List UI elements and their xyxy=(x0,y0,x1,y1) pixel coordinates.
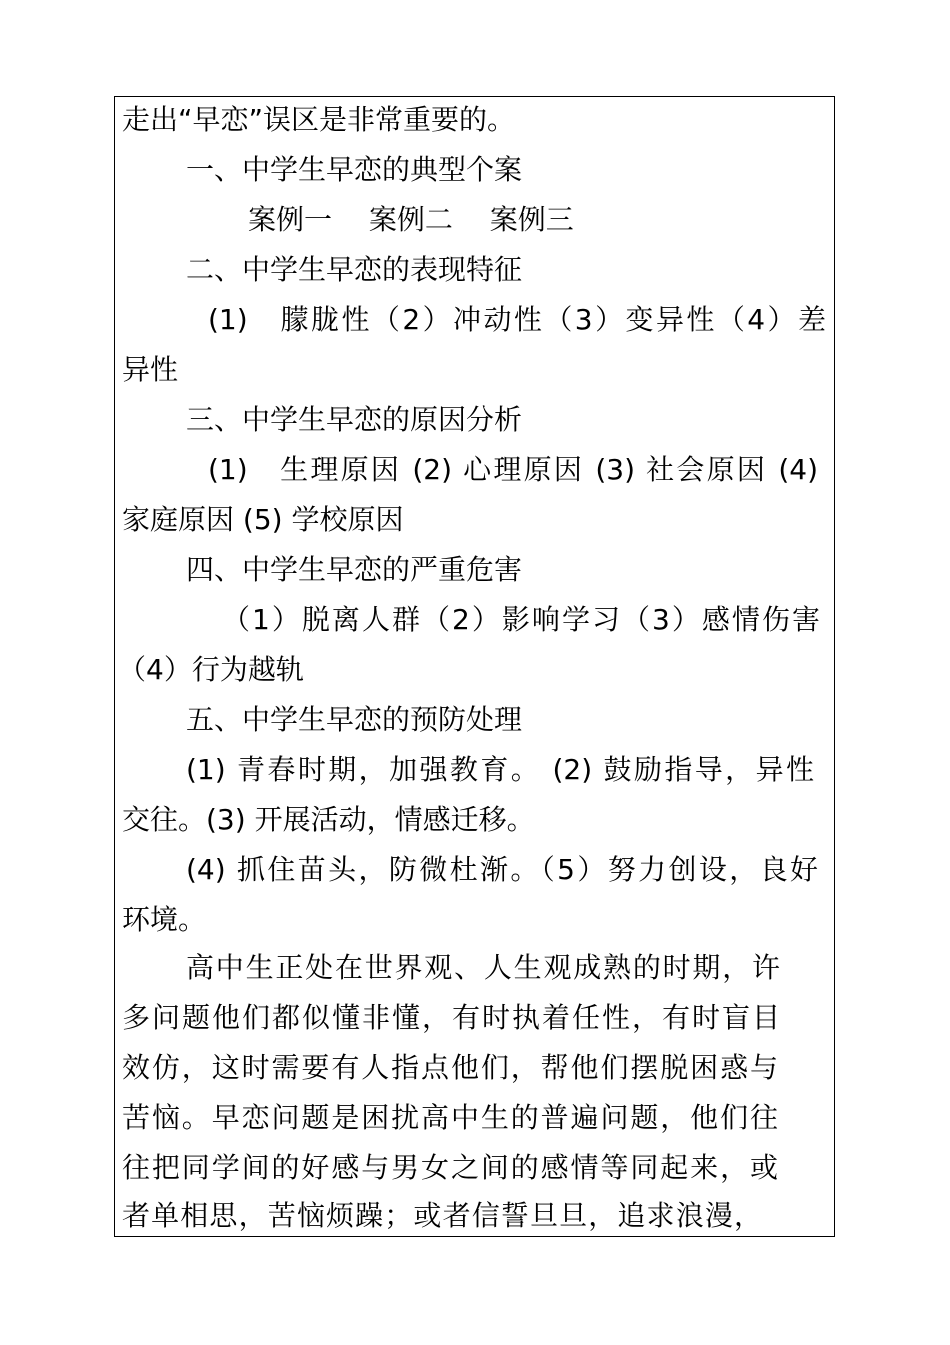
paragraph-line-4: 苦恼。早恋问题是困扰高中生的普遍问题，他们往 xyxy=(122,1101,778,1134)
paragraph-line-5: 往把同学间的好感与男女之间的感情等同起来，或 xyxy=(122,1151,778,1184)
paragraph-line-6: 者单相思，苦恼烦躁；或者信誓旦旦，追求浪漫， xyxy=(122,1199,762,1232)
heading-characteristics: 二、中学生早恋的表现特征 xyxy=(186,253,523,286)
prevention-list-line-3: (4) 抓住苗头，防微杜渐。（5）努力创设，良好 xyxy=(186,853,818,886)
paragraph-line-1: 高中生正处在世界观、人生观成熟的时期，许 xyxy=(186,951,780,984)
prevention-list-line-1: (1) 青春时期，加强教育。 (2) 鼓励指导，异性 xyxy=(186,753,814,786)
prevention-list-line-2: 交往。(3) 开展活动，情感迁移。 xyxy=(122,803,535,836)
harms-list-line-1: （1）脱离人群（2）影响学习（3）感情伤害 xyxy=(222,603,820,636)
heading-causes: 三、中学生早恋的原因分析 xyxy=(186,403,523,436)
prevention-list-line-4: 环境。 xyxy=(122,903,207,936)
text-line-1: 走出“早恋”误区是非常重要的。 xyxy=(122,103,516,136)
paragraph-line-2: 多问题他们都似懂非懂，有时执着任性，有时盲目 xyxy=(122,1001,780,1034)
heading-typical-cases: 一、中学生早恋的典型个案 xyxy=(186,153,523,186)
characteristics-list-line-1: (1) 朦胧性（2）冲动性（3）变异性（4）差 xyxy=(208,303,826,336)
paragraph-line-3: 效仿，这时需要有人指点他们，帮他们摆脱困惑与 xyxy=(122,1051,778,1084)
case-list: 案例一 案例二 案例三 xyxy=(248,203,574,236)
causes-list-line-2: 家庭原因 (5) 学校原因 xyxy=(122,503,404,536)
harms-list-line-2: （4）行为越轨 xyxy=(118,653,304,686)
heading-prevention: 五、中学生早恋的预防处理 xyxy=(186,703,523,736)
heading-harms: 四、中学生早恋的严重危害 xyxy=(186,553,523,586)
characteristics-list-line-2: 异性 xyxy=(122,353,179,386)
causes-list-line-1: (1) 生理原因 (2) 心理原因 (3) 社会原因 (4) xyxy=(208,453,818,486)
